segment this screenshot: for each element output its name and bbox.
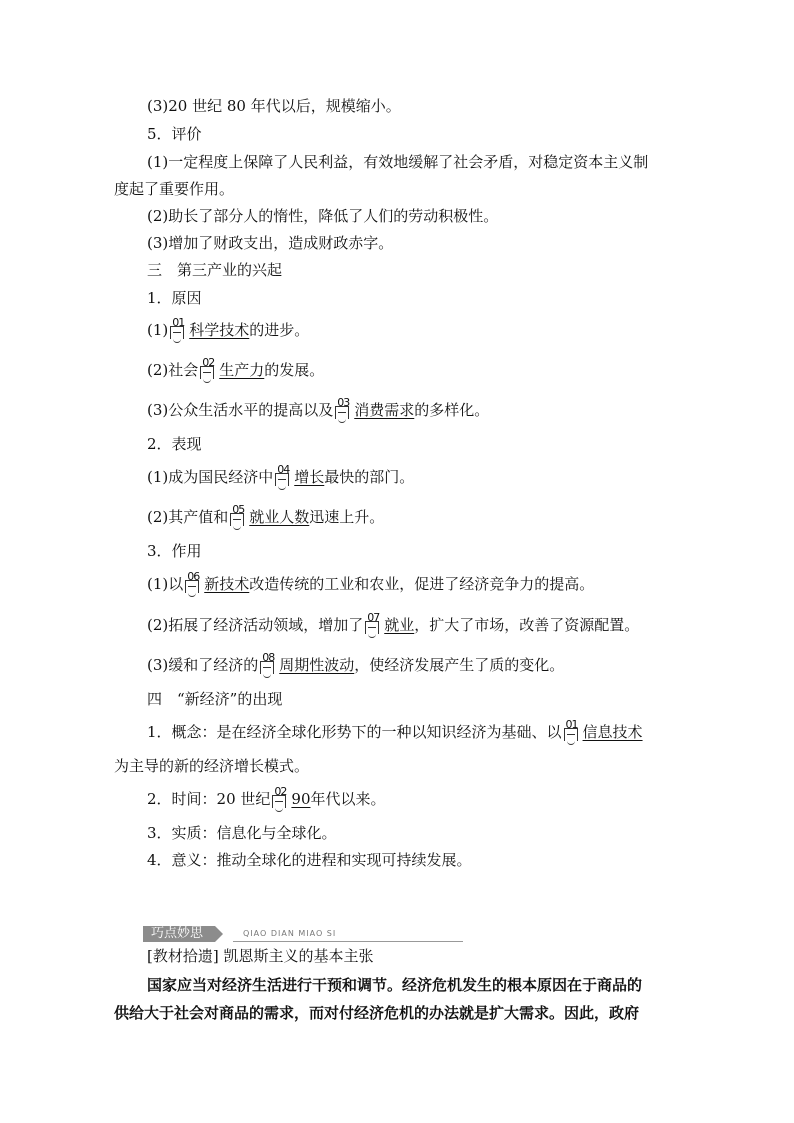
evaluation-item-2: (2)助长了部分人的惰性，降低了人们的劳动积极性。 xyxy=(147,207,499,225)
item-scale-shrink: (3)20 世纪 80 年代以后，规模缩小。 xyxy=(147,97,401,115)
blank-marker-icon: 01 xyxy=(169,320,187,340)
tip-paragraph-line-2: 供给大于社会对商品的需求，而对付经济危机的办法就是扩大需求。因此，政府 xyxy=(114,1004,640,1022)
tips-tag-pinyin: QIAO DIAN MIAO SI xyxy=(243,929,337,938)
manifestation-item-1: (1)成为国民经济中 04 增长最快的部门。 xyxy=(147,467,414,487)
evaluation-item-1-cont: 度起了重要作用。 xyxy=(114,180,235,198)
answer-keyword: 就业 xyxy=(384,616,415,634)
blank-marker-icon: 05 xyxy=(229,507,247,527)
answer-keyword: 消费需求 xyxy=(354,401,415,419)
time-item: 2．时间：20 世纪 02 90年代以来。 xyxy=(147,789,386,809)
blank-marker-icon: 01 xyxy=(563,722,581,742)
answer-keyword: 信息技术 xyxy=(582,723,643,741)
answer-keyword: 科学技术 xyxy=(189,321,250,339)
tips-banner xyxy=(143,926,463,942)
blank-marker-icon: 08 xyxy=(259,655,277,675)
cause-item-1: (1) 01 科学技术的进步。 xyxy=(147,320,309,340)
answer-keyword: 周期性波动 xyxy=(279,656,355,674)
cause-item-2: (2)社会 02 生产力的发展。 xyxy=(147,360,324,380)
answer-keyword: 新技术 xyxy=(204,575,250,593)
tip-paragraph-line-1: 国家应当对经济生活进行干预和调节。经济危机发生的根本原因在于商品的 xyxy=(147,976,643,994)
blank-marker-icon: 04 xyxy=(274,467,292,487)
blank-marker-icon: 02 xyxy=(199,360,217,380)
section-title-new-economy: 四 “新经济”的出现 xyxy=(147,690,283,708)
answer-keyword: 生产力 xyxy=(219,361,265,379)
answer-keyword: 90 xyxy=(291,790,311,808)
effect-item-1: (1)以 06 新技术改造传统的工业和农业，促进了经济竞争力的提高。 xyxy=(147,574,594,594)
blank-marker-icon: 06 xyxy=(184,574,202,594)
answer-keyword: 就业人数 xyxy=(249,508,310,526)
significance-item: 4．意义：推动全球化的进程和实现可持续发展。 xyxy=(147,851,472,869)
definition-line-2: 为主导的新的经济增长模式。 xyxy=(114,757,310,775)
answer-keyword: 增长 xyxy=(294,468,325,486)
effect-item-3: (3)缓和了经济的 08 周期性波动，使经济发展产生了质的变化。 xyxy=(147,655,564,675)
evaluation-item-1: (1)一定程度上保障了人民利益，有效地缓解了社会矛盾，对稳定资本主义制 xyxy=(147,153,649,171)
manifestation-item-2: (2)其产值和 05 就业人数迅速上升。 xyxy=(147,507,384,527)
evaluation-item-3: (3)增加了财政支出，造成财政赤字。 xyxy=(147,234,394,252)
definition-line-1: 1．概念：是在经济全球化形势下的一种以知识经济为基础、以 01 信息技术 xyxy=(147,722,643,742)
heading-causes: 1．原因 xyxy=(147,289,202,307)
heading-effects: 3．作用 xyxy=(147,542,202,560)
cause-item-3: (3)公众生活水平的提高以及 03 消费需求的多样化。 xyxy=(147,400,489,420)
heading-manifestations: 2．表现 xyxy=(147,435,202,453)
heading-evaluation: 5．评价 xyxy=(147,125,202,143)
effect-item-2: (2)拓展了经济活动领域，增加了 07 就业，扩大了市场，改善了资源配置。 xyxy=(147,615,639,635)
blank-marker-icon: 07 xyxy=(364,615,382,635)
section-title-tertiary-industry: 三 第三产业的兴起 xyxy=(147,261,283,279)
blank-marker-icon: 03 xyxy=(334,400,352,420)
blank-marker-icon: 02 xyxy=(271,789,289,809)
tip-title: [教材拾遗] 凯恩斯主义的基本主张 xyxy=(147,947,374,965)
banner-rule xyxy=(233,941,463,942)
tips-tag: 巧点妙思 xyxy=(143,926,215,942)
essence-item: 3．实质：信息化与全球化。 xyxy=(147,824,337,842)
